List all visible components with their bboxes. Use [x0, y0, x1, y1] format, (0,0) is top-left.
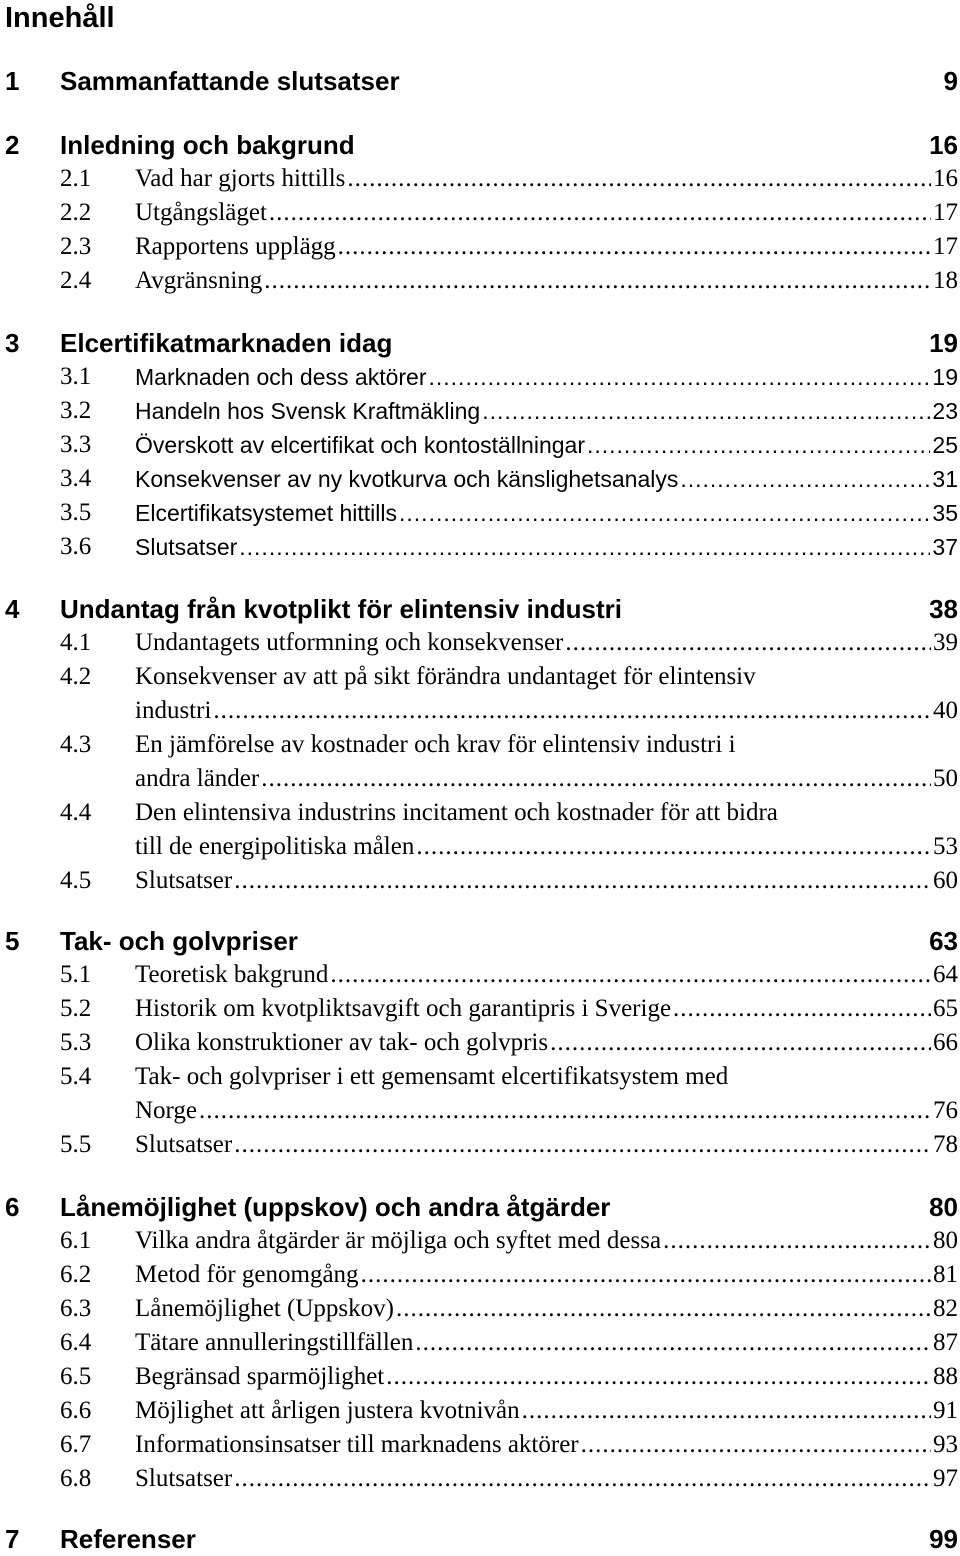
dot-leader — [199, 1094, 931, 1128]
entry-body — [135, 728, 958, 796]
toc-entry[interactable] — [0, 394, 960, 428]
section-number: 5.2 — [60, 995, 92, 1022]
dot-leader — [330, 958, 931, 992]
dot-leader — [261, 762, 931, 796]
chapter-page-number: 19 — [929, 328, 958, 358]
toc-entry[interactable] — [0, 462, 960, 496]
chapter-page-number: 9 — [943, 66, 958, 96]
entry-body — [135, 958, 958, 992]
section-title: Slutsatser — [135, 867, 233, 894]
section-title: Teoretisk bakgrund — [135, 961, 329, 988]
chapter-number: 3 — [5, 328, 20, 358]
section-title-row — [135, 694, 958, 728]
entry-body — [135, 992, 958, 1026]
entry-body — [135, 1060, 958, 1128]
entry-body — [135, 530, 958, 564]
section-title-row — [135, 360, 958, 394]
section-title: Metod för genomgång — [135, 1261, 359, 1288]
dot-leader — [663, 1224, 931, 1258]
section-title: Handeln hos Svensk Kraftmäkling — [135, 398, 481, 424]
section-title-line: Konsekvenser av att på sikt förändra undantaget för elintensiv — [135, 663, 756, 690]
chapter-heading[interactable] — [0, 1190, 960, 1224]
section-title: till de energipolitiska målen — [135, 833, 415, 860]
dot-leader — [415, 1326, 931, 1360]
toc-entry[interactable] — [0, 1026, 960, 1060]
section-number: 4.2 — [60, 663, 92, 690]
section-page-number: 35 — [932, 500, 958, 526]
section-title-row — [135, 992, 958, 1026]
chapter-title: Tak- och golvpriser — [60, 926, 298, 956]
section-number: 5.4 — [60, 1063, 92, 1090]
entry-body — [135, 864, 958, 898]
section-title: Lånemöjlighet (Uppskov) — [135, 1295, 394, 1322]
section-page-number: 64 — [933, 961, 958, 988]
section-page-number: 19 — [932, 364, 958, 390]
section-page-number: 40 — [933, 697, 958, 724]
section-page-number: 81 — [933, 1261, 958, 1288]
toc-entry[interactable] — [0, 1258, 960, 1292]
chapter-page-number: 99 — [929, 1524, 958, 1554]
section-page-number: 66 — [933, 1029, 958, 1056]
section-title-row — [135, 394, 958, 428]
section-title-row — [135, 1128, 958, 1162]
toc-entry[interactable] — [0, 1462, 960, 1496]
entry-body — [135, 1360, 958, 1394]
section-title-row — [135, 196, 958, 230]
section-page-number: 60 — [933, 867, 958, 894]
chapter-heading[interactable] — [0, 326, 960, 360]
chapter-page-number: 63 — [929, 926, 958, 956]
toc-entry[interactable] — [0, 958, 960, 992]
entry-body — [135, 1128, 958, 1162]
section-title-row — [135, 1360, 958, 1394]
section-title: Vad har gjorts hittills — [135, 165, 346, 192]
toc-entry[interactable] — [0, 496, 960, 530]
section-title-row — [135, 830, 958, 864]
section-title: Elcertifikatsystemet hittills — [135, 500, 398, 526]
section-title: Vilka andra åtgärder är möjliga och syftet med dessa — [135, 1227, 662, 1254]
section-title-row — [135, 762, 958, 796]
section-title-line: En jämförelse av kostnader och krav för elintensiv industri i — [135, 731, 736, 758]
section-page-number: 65 — [933, 995, 958, 1022]
section-title: Slutsatser — [135, 1131, 233, 1158]
dot-leader — [361, 1258, 931, 1292]
section-number: 5.3 — [60, 1029, 92, 1056]
section-number: 3.1 — [60, 363, 92, 390]
dot-leader — [396, 1292, 931, 1326]
toc-entry[interactable] — [0, 360, 960, 394]
section-number: 6.8 — [60, 1465, 92, 1492]
section-page-number: 31 — [932, 466, 958, 492]
section-title: andra länder — [135, 765, 260, 792]
toc-entry[interactable] — [0, 196, 960, 230]
section-page-number: 88 — [933, 1363, 958, 1390]
section-page-number: 37 — [932, 534, 958, 560]
section-title: Avgränsning — [135, 267, 263, 294]
section-title-row — [135, 162, 958, 196]
entry-body — [135, 196, 958, 230]
section-title-row — [135, 1292, 958, 1326]
section-title: Slutsatser — [135, 534, 238, 560]
dot-leader — [550, 1026, 931, 1060]
dot-leader — [264, 264, 931, 298]
section-number: 3.3 — [60, 431, 92, 458]
entry-body — [135, 496, 958, 530]
section-title: Utgångsläget — [135, 199, 267, 226]
section-page-number: 23 — [932, 398, 958, 424]
chapter-number: 7 — [5, 1524, 20, 1554]
toc-entry[interactable] — [0, 1394, 960, 1428]
section-title-line: Tak- och golvpriser i ett gemensamt elcertifikatsystem med — [135, 1063, 729, 1090]
dot-leader — [482, 394, 930, 428]
dot-leader — [522, 1394, 931, 1428]
section-title: Möjlighet att årligen justera kvotnivån — [135, 1397, 520, 1424]
chapter-page-number: 38 — [929, 594, 958, 624]
section-number: 3.4 — [60, 465, 92, 492]
section-title-row — [135, 864, 958, 898]
chapter-title: Elcertifikatmarknaden idag — [60, 328, 393, 358]
section-number: 6.2 — [60, 1261, 92, 1288]
chapter-heading[interactable] — [0, 592, 960, 626]
chapter-number: 4 — [5, 594, 20, 624]
section-page-number: 16 — [933, 165, 958, 192]
section-title-row — [135, 1224, 958, 1258]
section-number: 3.5 — [60, 499, 92, 526]
dot-leader — [269, 196, 931, 230]
section-title: Tätare annulleringstillfällen — [135, 1329, 414, 1356]
section-number: 2.3 — [60, 233, 92, 260]
section-number: 2.2 — [60, 199, 92, 226]
dot-leader — [234, 1462, 931, 1496]
section-page-number: 78 — [933, 1131, 958, 1158]
entry-body — [135, 394, 958, 428]
toc-entry[interactable] — [0, 1326, 960, 1360]
section-page-number: 93 — [933, 1431, 958, 1458]
chapter-title: Undantag från kvotplikt för elintensiv industri — [60, 594, 622, 624]
section-title-row — [135, 230, 958, 264]
dot-leader — [338, 230, 931, 264]
page-title: Innehåll — [5, 2, 115, 34]
entry-body — [135, 264, 958, 298]
section-number: 6.3 — [60, 1295, 92, 1322]
toc-entry[interactable] — [0, 796, 960, 864]
toc-entry[interactable] — [0, 428, 960, 462]
toc-entry[interactable] — [0, 728, 960, 796]
chapter-title: Inledning och bakgrund — [60, 130, 355, 160]
section-title-line: Den elintensiva industrins incitament och kostnader för att bidra — [135, 799, 778, 826]
dot-leader — [680, 462, 930, 496]
dot-leader — [239, 530, 930, 564]
section-page-number: 53 — [933, 833, 958, 860]
dot-leader — [347, 162, 931, 196]
section-title-row — [135, 1462, 958, 1496]
chapter-number: 1 — [5, 66, 20, 96]
section-number: 3.2 — [60, 397, 92, 424]
dot-leader — [673, 992, 931, 1026]
section-number: 5.1 — [60, 961, 92, 988]
section-title: industri — [135, 697, 212, 724]
section-number: 4.3 — [60, 731, 92, 758]
toc-entry[interactable] — [0, 992, 960, 1026]
section-title-row — [135, 958, 958, 992]
section-title: Begränsad sparmöjlighet — [135, 1363, 385, 1390]
dot-leader — [581, 1428, 931, 1462]
section-page-number: 76 — [933, 1097, 958, 1124]
toc-entry[interactable] — [0, 626, 960, 660]
section-title-row — [135, 626, 958, 660]
toc-entry[interactable] — [0, 530, 960, 564]
toc-entry[interactable] — [0, 660, 960, 728]
entry-body — [135, 360, 958, 394]
section-number: 3.6 — [60, 533, 92, 560]
entry-body — [135, 1258, 958, 1292]
dot-leader — [416, 830, 931, 864]
section-title: Rapportens upplägg — [135, 233, 336, 260]
section-title-row — [135, 496, 958, 530]
toc-entry[interactable] — [0, 162, 960, 196]
chapter-heading[interactable] — [0, 128, 960, 162]
toc-entry[interactable] — [0, 1360, 960, 1394]
section-title-row — [135, 428, 958, 462]
section-title-row — [135, 1428, 958, 1462]
chapter-heading[interactable] — [0, 1522, 960, 1556]
section-title: Konsekvenser av ny kvotkurva och känslighetsanalys — [135, 466, 679, 492]
section-title: Överskott av elcertifikat och kontoställningar — [135, 432, 585, 458]
section-number: 6.5 — [60, 1363, 92, 1390]
entry-body — [135, 796, 958, 864]
section-title: Olika konstruktioner av tak- och golvpris — [135, 1029, 549, 1056]
section-number: 5.5 — [60, 1131, 92, 1158]
entry-body — [135, 462, 958, 496]
section-title-row — [135, 1258, 958, 1292]
section-number: 4.4 — [60, 799, 92, 826]
section-page-number: 87 — [933, 1329, 958, 1356]
toc-entry[interactable] — [0, 1060, 960, 1128]
entry-body — [135, 162, 958, 196]
section-page-number: 97 — [933, 1465, 958, 1492]
chapter-number: 2 — [5, 130, 20, 160]
dot-leader — [587, 428, 930, 462]
section-page-number: 80 — [933, 1227, 958, 1254]
chapter-number: 5 — [5, 926, 20, 956]
chapter-page-number: 16 — [929, 130, 958, 160]
section-title-row — [135, 530, 958, 564]
entry-body — [135, 1292, 958, 1326]
section-page-number: 17 — [933, 233, 958, 260]
section-page-number: 91 — [933, 1397, 958, 1424]
toc-entry[interactable] — [0, 1128, 960, 1162]
chapter-title: Sammanfattande slutsatser — [60, 66, 400, 96]
entry-body — [135, 1326, 958, 1360]
chapter-title: Referenser — [60, 1524, 196, 1554]
entry-body — [135, 230, 958, 264]
entry-body — [135, 1462, 958, 1496]
dot-leader — [386, 1360, 931, 1394]
dot-leader — [565, 626, 931, 660]
entry-body — [135, 1394, 958, 1428]
toc-entry[interactable] — [0, 230, 960, 264]
section-title: Historik om kvotpliktsavgift och garantipris i Sverige — [135, 995, 672, 1022]
dot-leader — [399, 496, 930, 530]
toc-entry[interactable] — [0, 864, 960, 898]
entry-body — [135, 1428, 958, 1462]
entry-body — [135, 626, 958, 660]
section-title: Slutsatser — [135, 1465, 233, 1492]
dot-leader — [234, 1128, 931, 1162]
section-number: 6.4 — [60, 1329, 92, 1356]
section-title-row — [135, 1026, 958, 1060]
section-page-number: 82 — [933, 1295, 958, 1322]
section-number: 6.1 — [60, 1227, 92, 1254]
entry-body — [135, 1026, 958, 1060]
section-number: 6.6 — [60, 1397, 92, 1424]
section-title: Norge — [135, 1097, 198, 1124]
dot-leader — [213, 694, 931, 728]
dot-leader — [429, 360, 931, 394]
entry-body — [135, 428, 958, 462]
section-number: 4.5 — [60, 867, 92, 894]
toc-entry[interactable] — [0, 1292, 960, 1326]
section-page-number: 50 — [933, 765, 958, 792]
section-title: Informationsinsatser till marknadens aktörer — [135, 1431, 579, 1458]
toc-entry[interactable] — [0, 264, 960, 298]
section-title-row — [135, 1326, 958, 1360]
section-title-row — [135, 462, 958, 496]
toc-entry[interactable] — [0, 1224, 960, 1258]
chapter-heading[interactable] — [0, 924, 960, 958]
chapter-number: 6 — [5, 1192, 20, 1222]
section-number: 6.7 — [60, 1431, 92, 1458]
section-page-number: 25 — [932, 432, 958, 458]
section-page-number: 18 — [933, 267, 958, 294]
section-page-number: 39 — [933, 629, 958, 656]
section-title-row — [135, 1094, 958, 1128]
section-number: 4.1 — [60, 629, 92, 656]
section-title-row — [135, 264, 958, 298]
section-number: 2.4 — [60, 267, 92, 294]
toc-entry[interactable] — [0, 1428, 960, 1462]
entry-body — [135, 1224, 958, 1258]
section-title-row — [135, 1394, 958, 1428]
section-page-number: 17 — [933, 199, 958, 226]
chapter-title: Lånemöjlighet (uppskov) och andra åtgärder — [60, 1192, 611, 1222]
chapter-page-number: 80 — [929, 1192, 958, 1222]
dot-leader — [234, 864, 931, 898]
entry-body — [135, 660, 958, 728]
section-title: Undantagets utformning och konsekvenser — [135, 629, 564, 656]
chapter-heading[interactable] — [0, 64, 960, 98]
section-number: 2.1 — [60, 165, 92, 192]
section-title: Marknaden och dess aktörer — [135, 364, 427, 390]
